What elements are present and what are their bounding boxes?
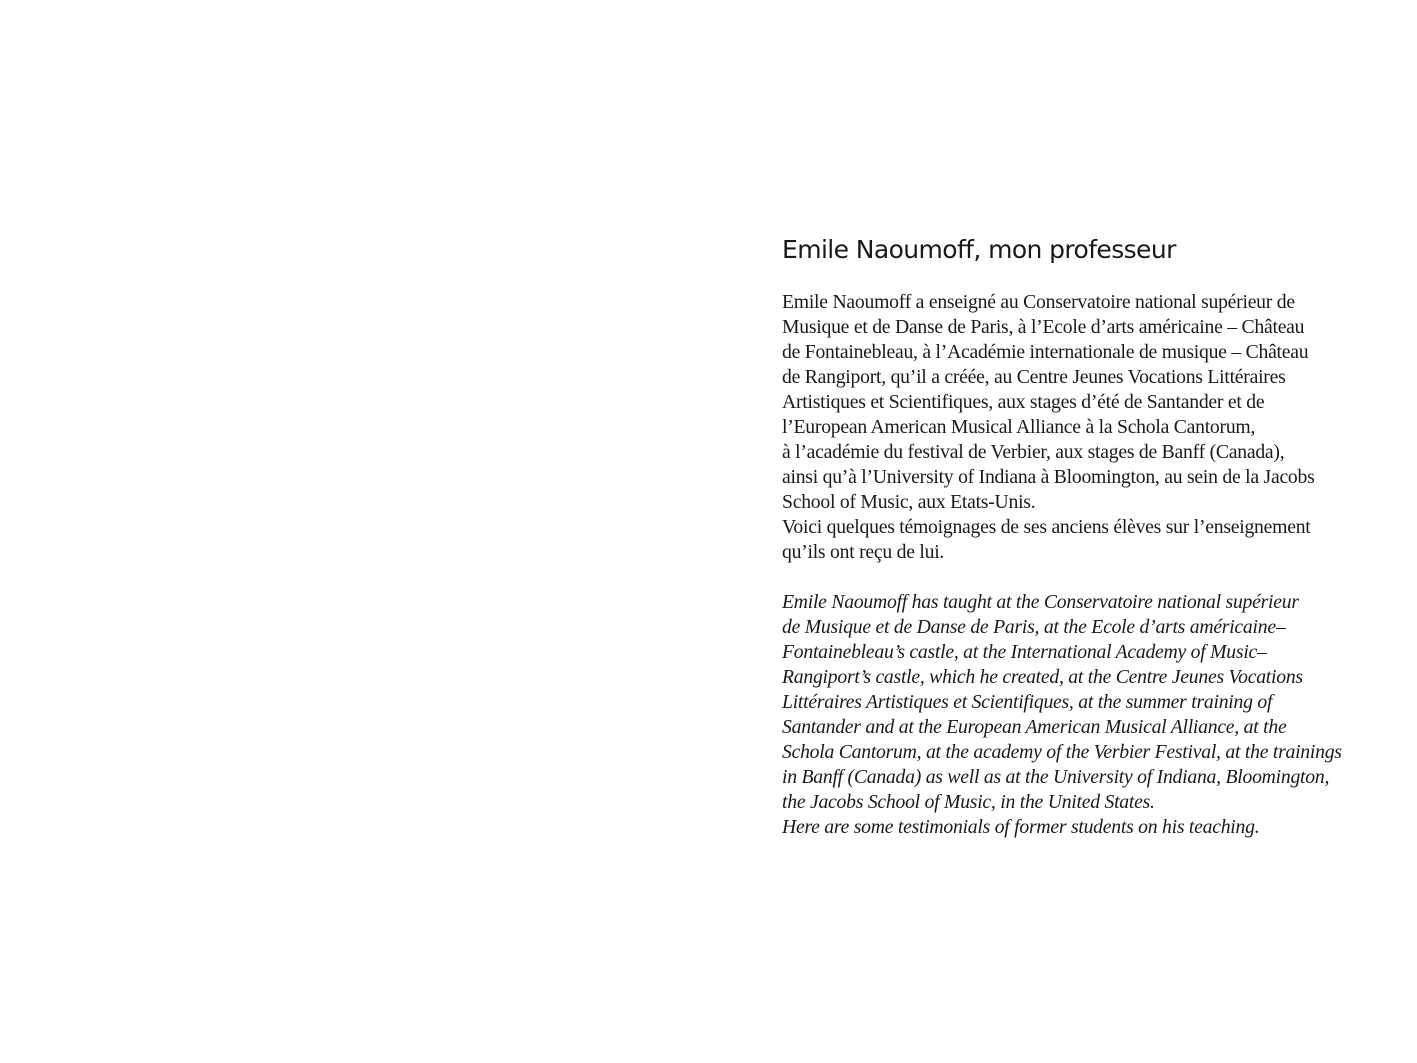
french-line: de Rangiport, qu’il a créée, au Centre Jeunes Vocations Littéraires bbox=[782, 366, 1286, 388]
english-line: the Jacobs School of Music, in the United States. bbox=[782, 791, 1155, 813]
english-line: Fontainebleau’s castle, at the International Academy of Music– bbox=[782, 641, 1267, 663]
english-line: Rangiport’s castle, which he created, at the Centre Jeunes Vocations bbox=[782, 666, 1303, 688]
french-line: Voici quelques témoignages de ses anciens élèves sur l’enseignement bbox=[782, 516, 1311, 538]
english-line: Here are some testimonials of former students on his teaching. bbox=[782, 816, 1260, 838]
right-page bbox=[708, 0, 1417, 1063]
french-line: Emile Naoumoff a enseigné au Conservatoire national supérieur de bbox=[782, 291, 1295, 313]
french-line: Artistiques et Scientifiques, aux stages d’été de Santander et de bbox=[782, 391, 1265, 413]
french-line: ainsi qu’à l’University of Indiana à Bloomington, au sein de la Jacobs bbox=[782, 466, 1315, 488]
english-line: Santander and at the European American Musical Alliance, at the bbox=[782, 716, 1287, 738]
french-line: l’European American Musical Alliance à la Schola Cantorum, bbox=[782, 416, 1256, 438]
french-line: Musique et de Danse de Paris, à l’Ecole d’arts américaine – Château bbox=[782, 316, 1305, 338]
left-page-blank bbox=[0, 0, 708, 1063]
french-line: de Fontainebleau, à l’Académie internationale de musique – Château bbox=[782, 341, 1309, 363]
english-line: Emile Naoumoff has taught at the Conservatoire national supérieur bbox=[782, 591, 1299, 613]
french-paragraph bbox=[782, 290, 1372, 565]
english-paragraph bbox=[782, 590, 1372, 840]
french-line: School of Music, aux Etats-Unis. bbox=[782, 491, 1036, 513]
french-line: à l’académie du festival de Verbier, aux stages de Banff (Canada), bbox=[782, 441, 1285, 463]
french-line: qu’ils ont reçu de lui. bbox=[782, 541, 945, 563]
english-line: in Banff (Canada) as well as at the University of Indiana, Bloomington, bbox=[782, 766, 1330, 788]
page-title: Emile Naoumoff, mon professeur bbox=[782, 235, 1176, 264]
english-line: Littéraires Artistiques et Scientifiques, at the summer training of bbox=[782, 691, 1273, 713]
english-line: de Musique et de Danse de Paris, at the Ecole d’arts américaine– bbox=[782, 616, 1286, 638]
text-block bbox=[782, 232, 1372, 840]
english-line: Schola Cantorum, at the academy of the Verbier Festival, at the trainings bbox=[782, 741, 1342, 763]
